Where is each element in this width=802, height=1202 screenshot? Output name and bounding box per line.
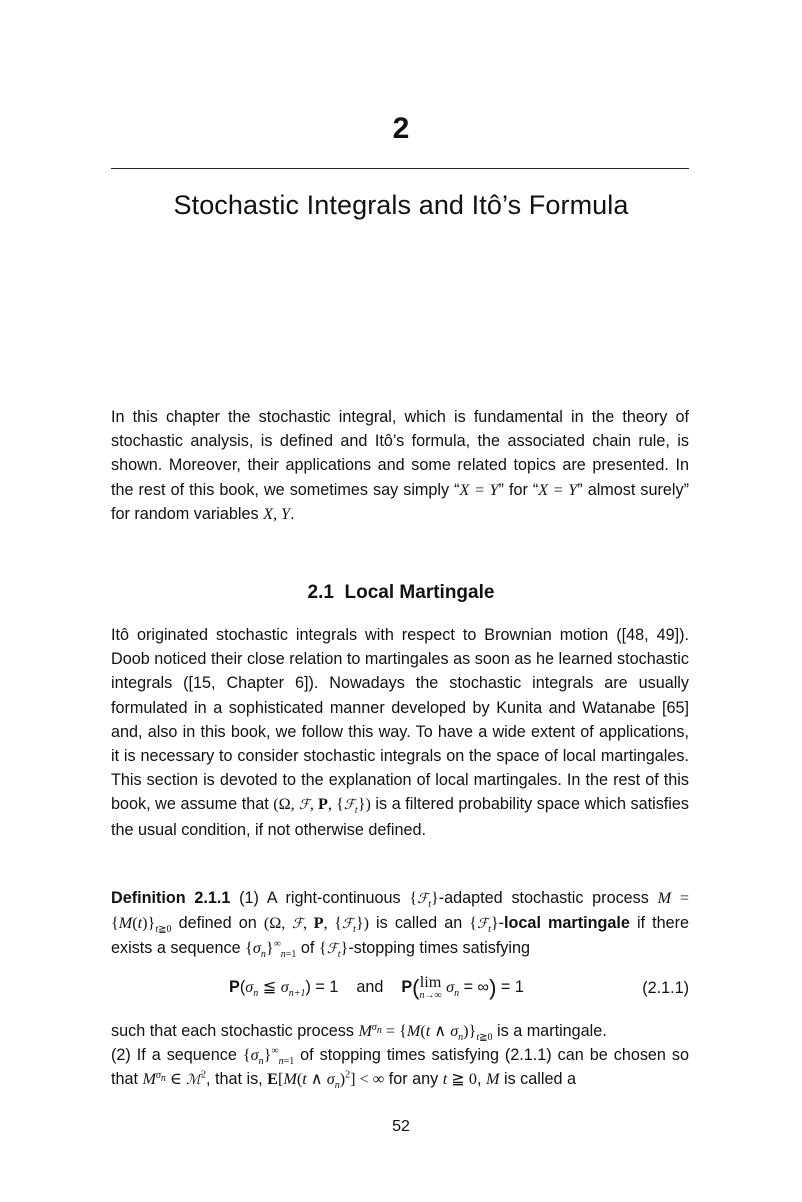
def-text-6: of: [296, 939, 319, 958]
def-part2-6: is called a: [499, 1070, 576, 1089]
math-stopped-process: $M^{\sigma_n} = \{M(t$ ∧ $\sigma_n)\}_{t≧0}$: [358, 1021, 493, 1044]
math-expectation: E[M(t ∧ $\sigma_n)^2$] < ∞: [267, 1070, 385, 1092]
math-process: $\{M(t)\}_{t≧0}$: [111, 914, 172, 936]
para1-end: is a filtered probability space which satisfies the usual condition, if not otherwise defined.: [111, 795, 689, 839]
math-x-eq-y-2: X = Y: [538, 480, 578, 499]
math-probability-space: (Ω, ℱ, P, {ℱ$_t$}): [273, 795, 371, 817]
def-text-4: is called an: [368, 914, 470, 933]
intro-paragraph: [111, 405, 689, 526]
page-number: 52: [392, 1118, 410, 1135]
equation-and: and: [356, 978, 384, 996]
math-m2: $M^{\sigma_n}$ ∈ ℳ$^2$: [142, 1070, 206, 1089]
def-part2-5: ,: [476, 1070, 486, 1089]
chapter-title: Stochastic Integrals and Itô’s Formula: [173, 190, 629, 220]
section-title: Local Martingale: [344, 582, 495, 603]
def-part2-4: for any: [384, 1070, 443, 1089]
math-filtration: {ℱ$_t$}: [409, 889, 439, 911]
definition-continuation: such that each stochastic process $M^{\sigma_n} = \{M(t$ ∧ $\sigma_n)\}_{t≧0}$ is a martingale. (2) If a sequence $\{\sigma_n\}^\infty_{n=1}$ of stopping times satisfying (2.1.1) can be chosen so that $M^{\sigma_n}$ ∈ ℳ$^2$, that is, E[M(t ∧ $\sigma_n)^2$] < ∞ for any t ≧ 0, M is called a: [111, 1021, 689, 1092]
def-part2-2: of stopping times satisfying (2.1.1) can be chosen so that: [111, 1046, 689, 1089]
intro-text-2: ” for “: [498, 480, 539, 499]
section-heading: [0, 582, 802, 604]
math-m-def: M: [657, 889, 672, 907]
chapter-number: 2: [392, 112, 410, 145]
def-text-3: defined on: [171, 914, 264, 933]
math-space: (Ω, ℱ, P, {ℱ$_t$}): [263, 914, 369, 936]
math-sequence: $\{\sigma_n\}^\infty_{n=1}$: [245, 939, 297, 961]
def-after-eq-2: is a martingale.: [492, 1022, 607, 1040]
term-local-martingale: local martingale: [504, 914, 630, 933]
def-text-7: -stopping times satisfying: [348, 939, 531, 958]
math-xy: X, Y: [263, 504, 291, 523]
def-part2-3: , that is,: [205, 1070, 268, 1089]
equation-number: (2.1.1): [642, 979, 689, 997]
intro-text-end: .: [290, 504, 295, 523]
para1-text: Itô originated stochastic integrals with respect to Brownian motion ([48, 49]). Doob noticed their close relation to martingales as soon as he learned stochastic integrals ([15, Chapter 6]). Nowadays the stochastic integrals are usually formulated in a sophisticated manner developed by Kunita and Watanabe [65] and, also in this book, we follow this way. To have a wide extent of applications, it is necessary to consider stochastic integrals on the space of local martingales. This section is devoted to the explanation of local martingales. In the rest of this book, we assume that: [111, 626, 689, 814]
def-part2-1: (2) If a sequence: [111, 1046, 243, 1065]
display-equation-2-1-1: [111, 975, 689, 1009]
math-x-eq-y: X = Y: [459, 480, 499, 499]
intro-text-1: In this chapter the stochastic integral, which is fundamental in the theory of stochastic analysis, is defined and Itô’s formula, the associated chain rule, is shown. Moreover, their applications and some related topics are presented. In the rest of this book, we sometimes say simply “: [111, 408, 689, 499]
def-text-2: -adapted stochastic process: [438, 889, 658, 907]
intro-text-3: ” almost surely” for random variables: [111, 480, 689, 523]
equation-body: $P(\sigma_n$ ≦ $\sigma_{n+1}) = 1$ and P(lim n→∞ $\sigma_n$ = ∞) = 1: [229, 973, 524, 1001]
section-number: 2.1: [307, 582, 334, 603]
def-after-eq-1: such that each stochastic process: [111, 1022, 359, 1040]
definition-block: Definition 2.1.1 (1) A right-continuous {ℱ$_t$}-adapted stochastic process $M = \{M(t)\}_{t≧0}$ defined on (Ω, ℱ, P, {ℱ$_t$}) is called an {ℱ$_t$}-local martingale if there exists a sequence $\{\sigma_n\}^\infty_{n=1}$ of {ℱ$_t$}-stopping times satisfying: [111, 889, 690, 961]
def-text-5: if there exists a sequence: [111, 914, 690, 958]
section-paragraph: [111, 623, 689, 842]
definition-label: Definition 2.1.1: [111, 889, 231, 907]
chapter-rule: [111, 168, 689, 169]
def-text-1: (1) A right-continuous: [230, 889, 410, 907]
